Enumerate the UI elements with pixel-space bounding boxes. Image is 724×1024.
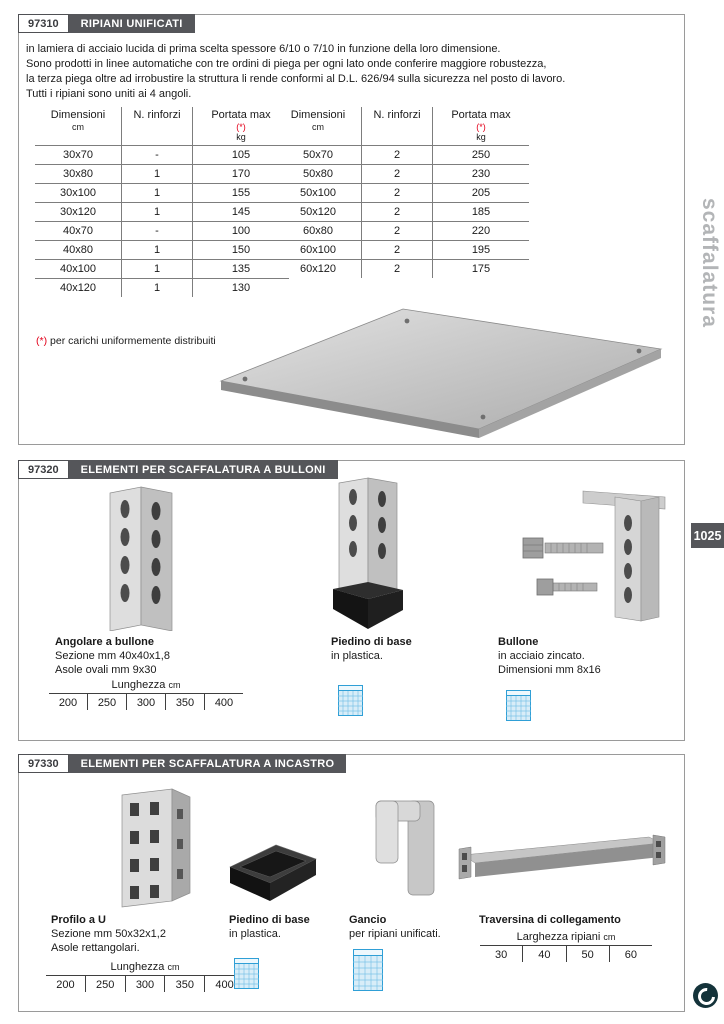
product-detail: Asole ovali mm 9x30: [55, 664, 157, 676]
table-cell: 100: [193, 222, 290, 241]
angolare-length-options: [49, 679, 243, 710]
product-code: 97310: [18, 14, 69, 33]
size-option: 200: [58, 697, 78, 709]
section-header: [18, 460, 338, 479]
table-cell: 135: [193, 260, 290, 279]
profilo-length-options: [46, 961, 244, 992]
table-cell: 60x100: [275, 241, 362, 260]
angolare-text: [55, 635, 170, 677]
table-cell: 1: [122, 184, 193, 203]
size-option: 200: [56, 979, 75, 991]
header-unit: cm: [72, 122, 84, 132]
product-detail: Dimensioni mm 8x16: [498, 664, 601, 676]
description: [26, 42, 678, 102]
col-rinforzi: [362, 107, 433, 146]
table-row: [35, 165, 289, 184]
traversina-text: [479, 913, 621, 927]
table-row: [275, 260, 529, 279]
table-cell: 1: [122, 203, 193, 222]
table-row: [35, 222, 289, 241]
header-unit: kg: [476, 132, 486, 142]
side-category-label: scaffalatura: [698, 198, 721, 328]
size-label-unit: cm: [168, 680, 181, 690]
size-option: 300: [125, 976, 165, 992]
product-name: Gancio: [349, 914, 387, 926]
table-cell: 230: [433, 165, 530, 184]
shelf-panel-image: [211, 299, 669, 443]
piedino-text: [331, 635, 412, 663]
table-cell: 1: [122, 260, 193, 279]
header-label: Portata max: [211, 109, 271, 121]
table-cell: 30x120: [35, 203, 122, 222]
table-row: [35, 241, 289, 260]
table-cell: 105: [193, 146, 290, 165]
section-elementi-incastro: [18, 754, 685, 1012]
table-cell: 50x100: [275, 184, 362, 203]
header-star: (*): [236, 122, 246, 132]
size-option: 40: [522, 946, 565, 962]
table-cell: 2: [362, 146, 433, 165]
product-detail: per ripiani unificati.: [349, 928, 441, 940]
table-cell: 195: [433, 241, 530, 260]
angle-bar-image: [104, 485, 178, 631]
table-row: [275, 203, 529, 222]
gancio-text: [349, 913, 441, 941]
header-unit: cm: [312, 122, 324, 132]
product-detail: in plastica.: [331, 650, 383, 662]
table-cell: 175: [433, 260, 530, 279]
header-unit: kg: [236, 132, 246, 142]
size-option: 400: [204, 976, 244, 992]
product-code: 97320: [18, 460, 69, 479]
table-row: [35, 146, 289, 165]
table-cell: 2: [362, 241, 433, 260]
header-label: N. rinforzi: [373, 109, 421, 121]
table-cell: 220: [433, 222, 530, 241]
header-label: Dimensioni: [50, 109, 106, 121]
size-option: 350: [165, 694, 204, 710]
capacity-table-left: [35, 107, 289, 297]
size-label: [49, 679, 243, 693]
hook-image: [364, 795, 446, 903]
table-cell: 50x120: [275, 203, 362, 222]
table-row: [35, 260, 289, 279]
table-cell: 60x80: [275, 222, 362, 241]
description-line: in lamiera di acciaio lucida di prima scelta spessore 6/10 o 7/10 in funzione della loro dimensione.: [26, 43, 501, 55]
size-option: 400: [204, 694, 243, 710]
package-icon: [353, 949, 383, 991]
package-icon: [234, 958, 259, 989]
table-cell: 2: [362, 222, 433, 241]
col-rinforzi: [122, 107, 193, 146]
size-option: 30: [495, 949, 508, 961]
table-cell: 30x100: [35, 184, 122, 203]
product-name: Profilo a U: [51, 914, 107, 926]
table-cell: 40x80: [35, 241, 122, 260]
table-cell: 250: [433, 146, 530, 165]
table-row: [35, 184, 289, 203]
table-row: [35, 279, 289, 298]
package-icon: [338, 685, 363, 716]
table-cell: 40x120: [59, 282, 97, 294]
table-row: [35, 203, 289, 222]
table-row: [275, 222, 529, 241]
profilo-text: [51, 913, 166, 955]
table-cell: 2: [362, 203, 433, 222]
size-option: 60: [609, 946, 652, 962]
table-cell: 145: [193, 203, 290, 222]
table-row: [275, 165, 529, 184]
brand-logo-icon: [693, 983, 718, 1008]
capacity-table-right: [275, 107, 529, 278]
table-cell: 1: [122, 165, 193, 184]
table-cell: -: [122, 146, 193, 165]
table-cell: 40x100: [35, 260, 122, 279]
product-name: Piedino di base: [229, 914, 310, 926]
size-label-text: Lunghezza: [111, 679, 166, 691]
table-cell: 30x80: [35, 165, 122, 184]
product-name: Traversina di collegamento: [479, 914, 621, 926]
size-options: [480, 945, 652, 962]
section-title: ELEMENTI PER SCAFFALATURA A BULLONI: [69, 460, 338, 479]
product-detail: Asole rettangolari.: [51, 942, 140, 954]
description-line: Sono prodotti in linee automatiche con tre ordini di piega per ogni lato onde conferire maggiore robustezza,: [26, 58, 547, 70]
section-header: [18, 14, 195, 33]
table-cell: 1: [122, 279, 193, 298]
size-option: 250: [85, 976, 125, 992]
table-header-row: [35, 107, 289, 146]
product-detail: Sezione mm 50x32x1,2: [51, 928, 166, 940]
table-cell: 2: [362, 184, 433, 203]
size-option: 250: [87, 694, 126, 710]
table-cell: 155: [193, 184, 290, 203]
product-name: Piedino di base: [331, 636, 412, 648]
package-icon: [506, 690, 531, 721]
crossbar-image: [457, 825, 667, 893]
section-elementi-bulloni: [18, 460, 685, 741]
size-label-unit: cm: [167, 962, 180, 972]
bolt-on-upright-image: [487, 487, 667, 627]
product-name: Angolare a bullone: [55, 636, 155, 648]
product-detail: in acciaio zincato.: [498, 650, 585, 662]
table-cell: 150: [193, 241, 290, 260]
size-options: [49, 693, 243, 710]
table-cell: 50x80: [275, 165, 362, 184]
header-label: Dimensioni: [290, 109, 346, 121]
table-cell: 2: [362, 165, 433, 184]
size-options: [46, 975, 244, 992]
traversina-width-options: [480, 931, 652, 962]
col-portata: [433, 107, 530, 146]
header-star: (*): [476, 122, 486, 132]
table-cell: 205: [433, 184, 530, 203]
size-label-text: Lunghezza: [110, 961, 165, 973]
section-title: ELEMENTI PER SCAFFALATURA A INCASTRO: [69, 754, 347, 773]
bullone-text: [498, 635, 601, 677]
table-cell: 170: [193, 165, 290, 184]
table-row: [275, 184, 529, 203]
size-option: 300: [126, 694, 165, 710]
table-cell: 30x70: [35, 146, 122, 165]
product-code: 97330: [18, 754, 69, 773]
base-foot-with-upright-image: [329, 477, 407, 637]
table-cell: 130: [193, 279, 290, 298]
size-label-text: Larghezza ripiani: [516, 931, 601, 943]
size-label-unit: cm: [603, 932, 616, 942]
plastic-foot-image: [224, 837, 320, 909]
table-header-row: [275, 107, 529, 146]
description-line: la terza piega oltre ad irrobustire la struttura li rende conformi al D.L. 626/94 sulla sicurezza nel posto di lavoro.: [26, 73, 566, 85]
size-label: [46, 961, 244, 975]
page-number: 1025: [691, 523, 724, 548]
table-cell: 50x70: [275, 146, 362, 165]
section-ripiani-unificati: [18, 14, 685, 445]
table-cell: 1: [122, 241, 193, 260]
table-cell: 2: [362, 260, 433, 279]
footnote-star: (*): [36, 335, 48, 347]
u-profile-image: [114, 787, 198, 909]
col-dimensioni: [35, 107, 122, 146]
table-cell: -: [122, 222, 193, 241]
table-cell: 60x120: [299, 263, 337, 275]
size-label: [480, 931, 652, 945]
table-row: [275, 146, 529, 165]
header-label: Portata max: [451, 109, 511, 121]
product-detail: in plastica.: [229, 928, 281, 940]
section-title: RIPIANI UNIFICATI: [69, 14, 195, 33]
size-option: 50: [566, 946, 609, 962]
table-row: [275, 241, 529, 260]
table-cell: 185: [433, 203, 530, 222]
section-header: [18, 754, 346, 773]
footnote-text: per carichi uniformemente distribuiti: [47, 335, 216, 347]
size-option: 350: [164, 976, 204, 992]
description-line: Tutti i ripiani sono uniti ai 4 angoli.: [26, 88, 192, 100]
footnote: [36, 335, 216, 347]
header-label: N. rinforzi: [133, 109, 181, 121]
product-detail: Sezione mm 40x40x1,8: [55, 650, 170, 662]
piedino-text: [229, 913, 310, 941]
product-name: Bullone: [498, 636, 539, 648]
col-dimensioni: [275, 107, 362, 146]
table-cell: 40x70: [35, 222, 122, 241]
